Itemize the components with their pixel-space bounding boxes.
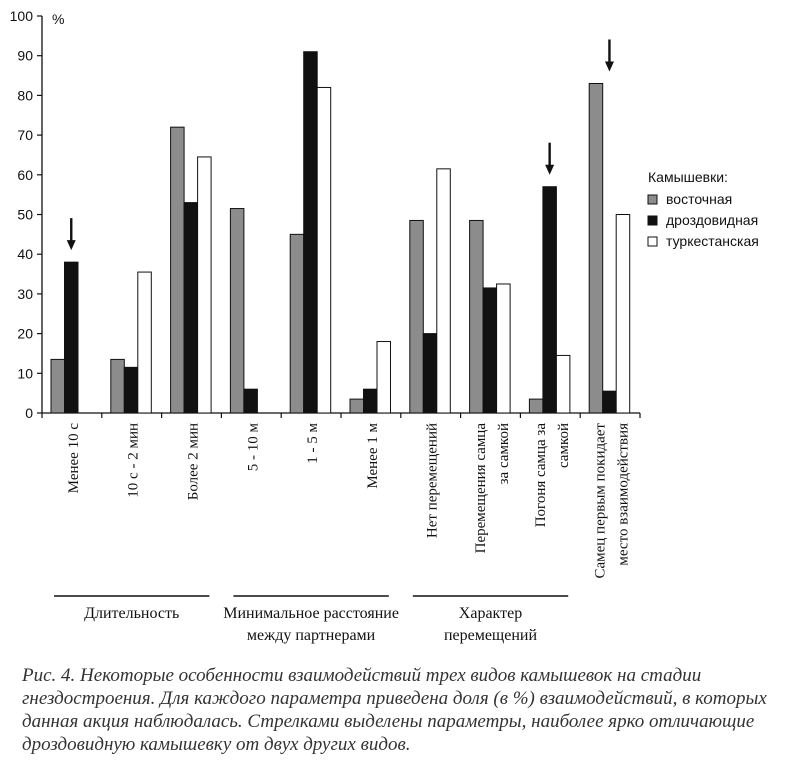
- bar-туркестанская-4: [317, 87, 331, 413]
- arrow-head: [605, 61, 614, 71]
- legend: [648, 169, 759, 249]
- arrows: [67, 39, 614, 250]
- bar-туркестанская-8: [556, 355, 570, 413]
- bar-дроздовидная-7: [483, 288, 497, 413]
- x-tick-label: Более 2 мин: [185, 423, 202, 501]
- highlight-arrow: [545, 143, 554, 175]
- bars: [51, 52, 630, 413]
- y-tick-label: 20: [17, 325, 33, 342]
- y-tick-label: 60: [17, 166, 33, 183]
- legend-title: Камышевки:: [648, 169, 728, 185]
- x-tick-label: Самец первым покидает: [592, 423, 609, 579]
- y-tick-label: 80: [17, 87, 33, 104]
- bar-восточная-8: [529, 399, 543, 413]
- highlight-arrow: [67, 218, 76, 250]
- bar-восточная-9: [589, 83, 603, 413]
- bar-туркестанская-1: [138, 272, 152, 413]
- category-group: [54, 596, 209, 622]
- bar-туркестанская-7: [497, 284, 511, 413]
- highlight-arrow: [605, 39, 614, 71]
- group-label: Характер: [458, 605, 523, 622]
- y-tick-label: 50: [17, 206, 33, 223]
- y-tick-label: 100: [9, 8, 33, 24]
- bar-дроздовидная-5: [364, 389, 378, 413]
- category-group: [223, 596, 399, 644]
- bar-дроздовидная-4: [304, 52, 318, 413]
- legend-label: восточная: [666, 191, 733, 207]
- x-tick-label: Менее 1 м: [364, 423, 381, 489]
- x-tick-label: место взаимодействия: [615, 423, 632, 566]
- y-tick-label: 90: [17, 47, 33, 64]
- legend-swatch: [648, 216, 657, 225]
- bar-восточная-4: [290, 234, 304, 413]
- arrow-head: [545, 165, 554, 175]
- arrow-head: [67, 240, 76, 250]
- group-label: перемещений: [443, 627, 538, 644]
- bar-восточная-2: [171, 127, 185, 413]
- y-tick-label: 30: [17, 285, 33, 302]
- bar-дроздовидная-1: [124, 367, 138, 413]
- category-groups: [54, 596, 568, 644]
- category-group: [413, 596, 568, 644]
- group-label: между партнерами: [246, 627, 376, 644]
- bar-восточная-0: [51, 359, 65, 413]
- bar-туркестанская-9: [616, 215, 630, 414]
- bar-туркестанская-2: [198, 157, 212, 413]
- bar-дроздовидная-3: [244, 389, 258, 413]
- legend-swatch: [648, 195, 657, 204]
- bar-восточная-1: [111, 359, 125, 413]
- x-tick-label: Перемещения самца: [473, 423, 489, 554]
- bar-туркестанская-6: [437, 169, 451, 413]
- legend-item: [648, 212, 758, 228]
- group-label: Длительность: [84, 605, 180, 622]
- bar-дроздовидная-2: [184, 203, 198, 413]
- y-tick-label: 70: [17, 127, 33, 144]
- bar-туркестанская-5: [377, 342, 391, 413]
- bar-восточная-5: [350, 399, 364, 413]
- y-tick-label: 10: [17, 365, 33, 382]
- legend-item: [648, 233, 759, 249]
- x-tick-label: 5 - 10 м: [245, 423, 262, 472]
- bar-восточная-6: [410, 220, 424, 413]
- legend-item: [648, 191, 732, 207]
- figure-caption: Рис. 4. Некоторые особенности взаимодействий трех видов камышевок на стадии гнездостроения. Для каждого параметра приведена доля (в %) взаимодействий, в которых данная акция наблюдалась. Стрелками выделены параметры, наиболее ярко отличающие дроздовидную камышевку от двух других видов.: [22, 665, 767, 755]
- legend-label: дроздовидная: [666, 212, 759, 228]
- x-tick-labels: [66, 423, 632, 579]
- y-tick-label: 40: [17, 246, 33, 263]
- x-tick-label: за самкой: [496, 423, 512, 485]
- bar-дроздовидная-9: [603, 391, 617, 413]
- legend-label: туркестанская: [666, 233, 759, 249]
- x-tick-label: самкой: [555, 423, 572, 469]
- legend-swatch: [648, 237, 657, 246]
- x-tick-label: Погоня самца за: [532, 423, 549, 528]
- bar-дроздовидная-0: [65, 262, 79, 413]
- bar-дроздовидная-6: [423, 334, 437, 413]
- y-tick-label: 0: [25, 405, 33, 421]
- x-tick-label: 10 с - 2 мин: [125, 423, 142, 498]
- bar-восточная-3: [230, 209, 244, 413]
- y-axis-label: %: [52, 11, 65, 27]
- x-tick-label: 1 - 5 м: [305, 423, 322, 464]
- x-tick-label: Менее 10 с: [65, 423, 82, 494]
- group-label: Минимальное расстояние: [223, 605, 399, 622]
- bar-восточная-7: [470, 220, 484, 413]
- bar-дроздовидная-8: [543, 187, 557, 413]
- x-tick-label: Нет перемещений: [424, 423, 441, 539]
